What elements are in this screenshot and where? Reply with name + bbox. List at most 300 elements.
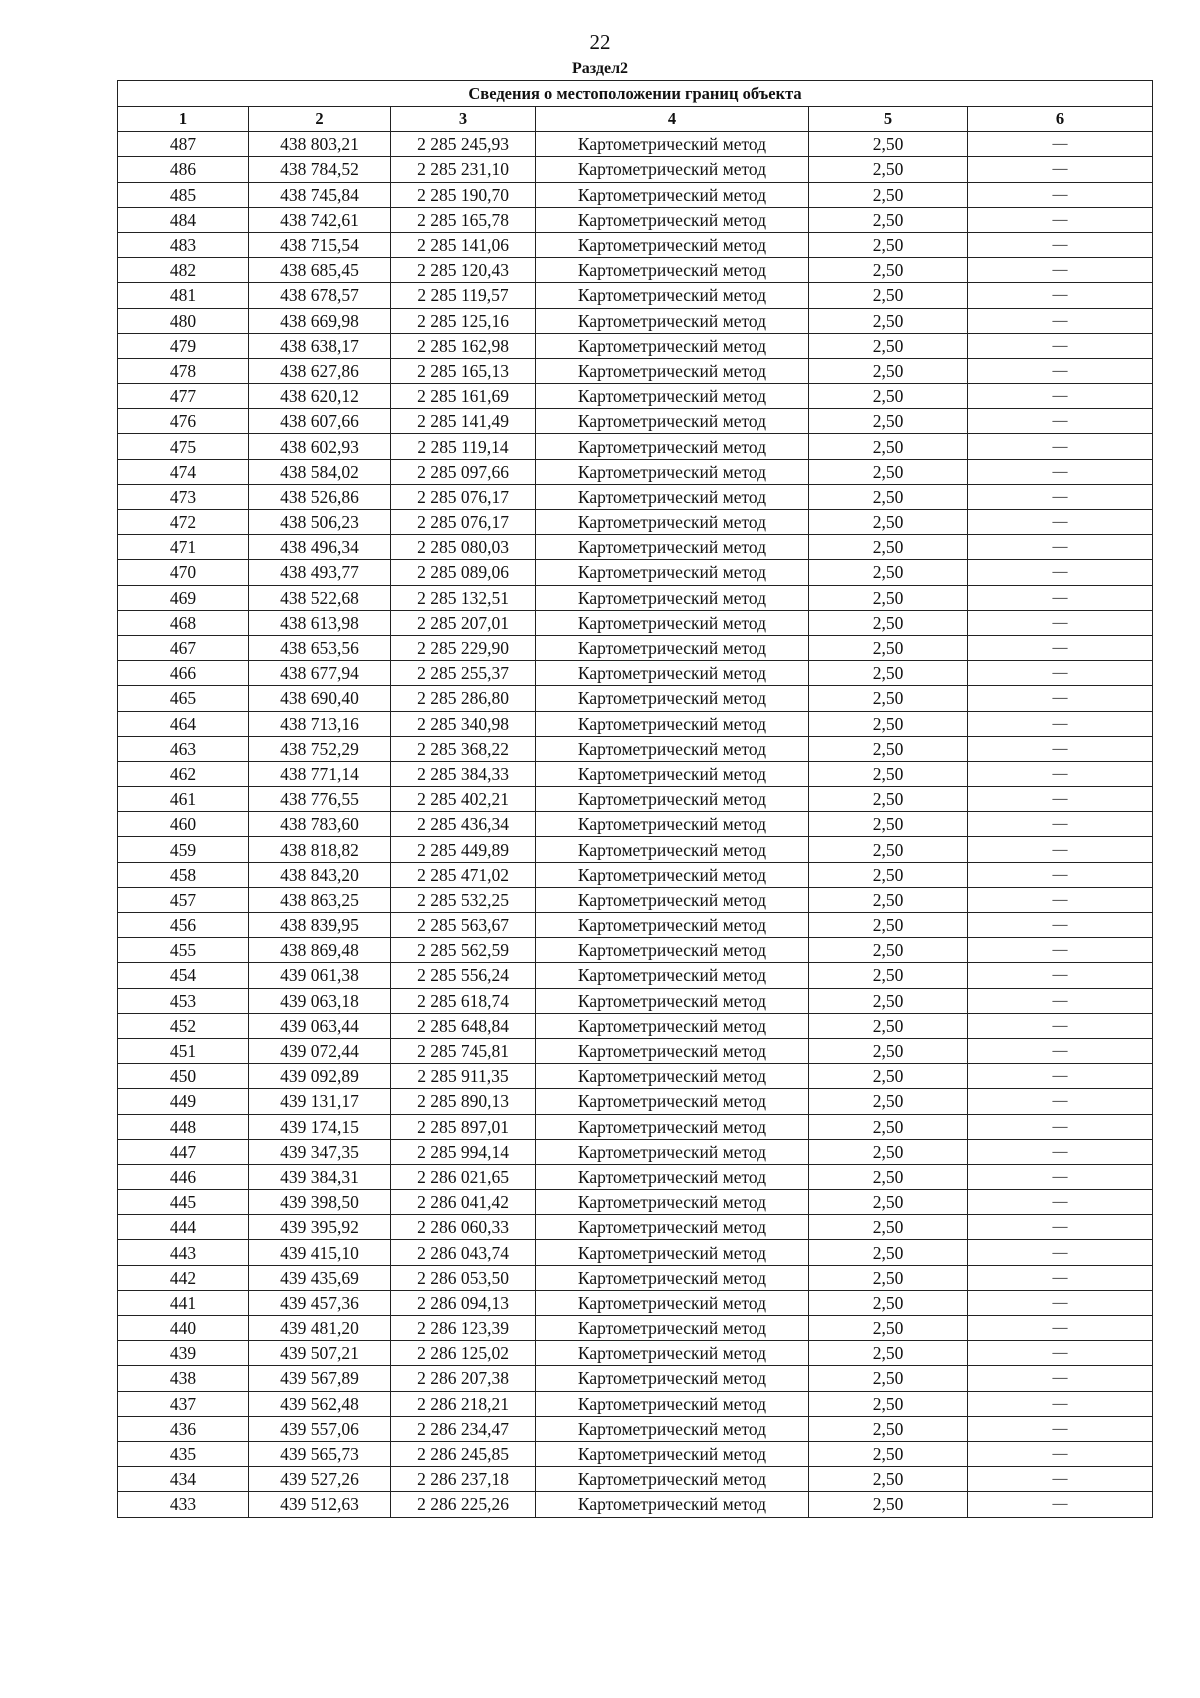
boundary-coordinates-table (117, 80, 1153, 1518)
description-cell: — (968, 610, 1153, 635)
table-row (118, 1164, 1153, 1189)
x-coordinate-cell: 439 557,06 (249, 1416, 391, 1441)
method-cell: Картометрический метод (536, 232, 809, 257)
y-coordinate-cell: 2 285 162,98 (391, 333, 536, 358)
method-cell: Картометрический метод (536, 1089, 809, 1114)
x-coordinate-cell: 438 526,86 (249, 484, 391, 509)
description-cell: — (968, 434, 1153, 459)
accuracy-cell: 2,50 (809, 157, 968, 182)
point-number-cell: 450 (118, 1064, 249, 1089)
y-coordinate-cell: 2 285 141,06 (391, 232, 536, 257)
accuracy-cell: 2,50 (809, 610, 968, 635)
y-coordinate-cell: 2 285 562,59 (391, 938, 536, 963)
table-row (118, 661, 1153, 686)
accuracy-cell: 2,50 (809, 333, 968, 358)
y-coordinate-cell: 2 285 340,98 (391, 711, 536, 736)
accuracy-cell: 2,50 (809, 913, 968, 938)
description-cell: — (968, 132, 1153, 157)
point-number-cell: 459 (118, 837, 249, 862)
x-coordinate-cell: 438 677,94 (249, 661, 391, 686)
table-row (118, 1215, 1153, 1240)
x-coordinate-cell: 439 481,20 (249, 1316, 391, 1341)
accuracy-cell: 2,50 (809, 1190, 968, 1215)
point-number-cell: 461 (118, 787, 249, 812)
accuracy-cell: 2,50 (809, 1240, 968, 1265)
point-number-cell: 449 (118, 1089, 249, 1114)
point-number-cell: 486 (118, 157, 249, 182)
y-coordinate-cell: 2 286 237,18 (391, 1467, 536, 1492)
x-coordinate-cell: 438 715,54 (249, 232, 391, 257)
point-number-cell: 478 (118, 358, 249, 383)
point-number-cell: 477 (118, 384, 249, 409)
x-coordinate-cell: 438 607,66 (249, 409, 391, 434)
table-row (118, 384, 1153, 409)
accuracy-cell: 2,50 (809, 510, 968, 535)
point-number-cell: 464 (118, 711, 249, 736)
description-cell: — (968, 1441, 1153, 1466)
description-cell: — (968, 258, 1153, 283)
table-row (118, 787, 1153, 812)
x-coordinate-cell: 438 742,61 (249, 207, 391, 232)
point-number-cell: 487 (118, 132, 249, 157)
accuracy-cell: 2,50 (809, 409, 968, 434)
description-cell: — (968, 1215, 1153, 1240)
y-coordinate-cell: 2 285 119,14 (391, 434, 536, 459)
point-number-cell: 479 (118, 333, 249, 358)
x-coordinate-cell: 438 771,14 (249, 761, 391, 786)
description-cell: — (968, 358, 1153, 383)
method-cell: Картометрический метод (536, 1391, 809, 1416)
accuracy-cell: 2,50 (809, 787, 968, 812)
y-coordinate-cell: 2 286 021,65 (391, 1164, 536, 1189)
method-cell: Картометрический метод (536, 761, 809, 786)
point-number-cell: 482 (118, 258, 249, 283)
y-coordinate-cell: 2 285 125,16 (391, 308, 536, 333)
point-number-cell: 457 (118, 887, 249, 912)
point-number-cell: 434 (118, 1467, 249, 1492)
method-cell: Картометрический метод (536, 333, 809, 358)
x-coordinate-cell: 438 506,23 (249, 510, 391, 535)
y-coordinate-cell: 2 285 076,17 (391, 484, 536, 509)
x-coordinate-cell: 439 562,48 (249, 1391, 391, 1416)
accuracy-cell: 2,50 (809, 560, 968, 585)
table-row (118, 1492, 1153, 1517)
y-coordinate-cell: 2 285 449,89 (391, 837, 536, 862)
description-cell: — (968, 585, 1153, 610)
y-coordinate-cell: 2 285 245,93 (391, 132, 536, 157)
description-cell: — (968, 283, 1153, 308)
accuracy-cell: 2,50 (809, 686, 968, 711)
accuracy-cell: 2,50 (809, 837, 968, 862)
x-coordinate-cell: 439 565,73 (249, 1441, 391, 1466)
accuracy-cell: 2,50 (809, 736, 968, 761)
table-row (118, 358, 1153, 383)
method-cell: Картометрический метод (536, 1139, 809, 1164)
table-caption: Сведения о местоположении границ объекта (118, 81, 1153, 107)
x-coordinate-cell: 438 613,98 (249, 610, 391, 635)
y-coordinate-cell: 2 285 890,13 (391, 1089, 536, 1114)
x-coordinate-cell: 439 415,10 (249, 1240, 391, 1265)
point-number-cell: 468 (118, 610, 249, 635)
description-cell: — (968, 1341, 1153, 1366)
method-cell: Картометрический метод (536, 988, 809, 1013)
x-coordinate-cell: 438 685,45 (249, 258, 391, 283)
x-coordinate-cell: 439 384,31 (249, 1164, 391, 1189)
y-coordinate-cell: 2 286 125,02 (391, 1341, 536, 1366)
x-coordinate-cell: 439 347,35 (249, 1139, 391, 1164)
y-coordinate-cell: 2 285 745,81 (391, 1038, 536, 1063)
point-number-cell: 475 (118, 434, 249, 459)
description-cell: — (968, 232, 1153, 257)
x-coordinate-cell: 438 839,95 (249, 913, 391, 938)
description-cell: — (968, 635, 1153, 660)
table-row (118, 1139, 1153, 1164)
description-cell: — (968, 560, 1153, 585)
y-coordinate-cell: 2 286 245,85 (391, 1441, 536, 1466)
x-coordinate-cell: 438 584,02 (249, 459, 391, 484)
table-row (118, 1416, 1153, 1441)
description-cell: — (968, 837, 1153, 862)
x-coordinate-cell: 439 174,15 (249, 1114, 391, 1139)
point-number-cell: 466 (118, 661, 249, 686)
table-row (118, 484, 1153, 509)
method-cell: Картометрический метод (536, 887, 809, 912)
table-row (118, 535, 1153, 560)
x-coordinate-cell: 438 620,12 (249, 384, 391, 409)
y-coordinate-cell: 2 285 165,13 (391, 358, 536, 383)
column-header-5: 5 (809, 107, 968, 132)
point-number-cell: 481 (118, 283, 249, 308)
point-number-cell: 463 (118, 736, 249, 761)
point-number-cell: 446 (118, 1164, 249, 1189)
method-cell: Картометрический метод (536, 182, 809, 207)
method-cell: Картометрический метод (536, 1316, 809, 1341)
accuracy-cell: 2,50 (809, 1064, 968, 1089)
table-row (118, 711, 1153, 736)
point-number-cell: 435 (118, 1441, 249, 1466)
description-cell: — (968, 182, 1153, 207)
method-cell: Картометрический метод (536, 585, 809, 610)
x-coordinate-cell: 439 063,44 (249, 1013, 391, 1038)
method-cell: Картометрический метод (536, 787, 809, 812)
description-cell: — (968, 207, 1153, 232)
accuracy-cell: 2,50 (809, 1038, 968, 1063)
method-cell: Картометрический метод (536, 384, 809, 409)
x-coordinate-cell: 439 512,63 (249, 1492, 391, 1517)
accuracy-cell: 2,50 (809, 1265, 968, 1290)
accuracy-cell: 2,50 (809, 358, 968, 383)
accuracy-cell: 2,50 (809, 988, 968, 1013)
y-coordinate-cell: 2 285 080,03 (391, 535, 536, 560)
point-number-cell: 454 (118, 963, 249, 988)
table-body (118, 132, 1153, 1517)
point-number-cell: 440 (118, 1316, 249, 1341)
accuracy-cell: 2,50 (809, 1316, 968, 1341)
accuracy-cell: 2,50 (809, 232, 968, 257)
accuracy-cell: 2,50 (809, 459, 968, 484)
x-coordinate-cell: 438 863,25 (249, 887, 391, 912)
method-cell: Картометрический метод (536, 711, 809, 736)
x-coordinate-cell: 438 669,98 (249, 308, 391, 333)
accuracy-cell: 2,50 (809, 711, 968, 736)
description-cell: — (968, 1467, 1153, 1492)
table-row (118, 862, 1153, 887)
method-cell: Картометрический метод (536, 459, 809, 484)
table-row (118, 736, 1153, 761)
accuracy-cell: 2,50 (809, 585, 968, 610)
accuracy-cell: 2,50 (809, 1013, 968, 1038)
y-coordinate-cell: 2 285 119,57 (391, 283, 536, 308)
point-number-cell: 445 (118, 1190, 249, 1215)
y-coordinate-cell: 2 285 120,43 (391, 258, 536, 283)
y-coordinate-cell: 2 285 286,80 (391, 686, 536, 711)
point-number-cell: 453 (118, 988, 249, 1013)
accuracy-cell: 2,50 (809, 938, 968, 963)
method-cell: Картометрический метод (536, 812, 809, 837)
description-cell: — (968, 1290, 1153, 1315)
accuracy-cell: 2,50 (809, 1441, 968, 1466)
x-coordinate-cell: 439 435,69 (249, 1265, 391, 1290)
x-coordinate-cell: 439 063,18 (249, 988, 391, 1013)
x-coordinate-cell: 438 745,84 (249, 182, 391, 207)
x-coordinate-cell: 439 131,17 (249, 1089, 391, 1114)
description-cell: — (968, 1316, 1153, 1341)
accuracy-cell: 2,50 (809, 1139, 968, 1164)
description-cell: — (968, 1240, 1153, 1265)
y-coordinate-cell: 2 286 123,39 (391, 1316, 536, 1341)
accuracy-cell: 2,50 (809, 1416, 968, 1441)
description-cell: — (968, 711, 1153, 736)
method-cell: Картометрический метод (536, 661, 809, 686)
x-coordinate-cell: 438 869,48 (249, 938, 391, 963)
x-coordinate-cell: 439 395,92 (249, 1215, 391, 1240)
x-coordinate-cell: 438 638,17 (249, 333, 391, 358)
accuracy-cell: 2,50 (809, 1290, 968, 1315)
accuracy-cell: 2,50 (809, 182, 968, 207)
table-row (118, 963, 1153, 988)
accuracy-cell: 2,50 (809, 1114, 968, 1139)
description-cell: — (968, 913, 1153, 938)
method-cell: Картометрический метод (536, 1190, 809, 1215)
column-header-4: 4 (536, 107, 809, 132)
accuracy-cell: 2,50 (809, 1164, 968, 1189)
table-row (118, 1290, 1153, 1315)
x-coordinate-cell: 438 818,82 (249, 837, 391, 862)
section-title: Раздел2 (571, 60, 629, 77)
table-row (118, 333, 1153, 358)
y-coordinate-cell: 2 285 255,37 (391, 661, 536, 686)
table-row (118, 1240, 1153, 1265)
x-coordinate-cell: 438 493,77 (249, 560, 391, 585)
point-number-cell: 469 (118, 585, 249, 610)
accuracy-cell: 2,50 (809, 258, 968, 283)
table-row (118, 610, 1153, 635)
point-number-cell: 467 (118, 635, 249, 660)
y-coordinate-cell: 2 285 207,01 (391, 610, 536, 635)
description-cell: — (968, 1114, 1153, 1139)
method-cell: Картометрический метод (536, 535, 809, 560)
description-cell: — (968, 887, 1153, 912)
description-cell: — (968, 938, 1153, 963)
description-cell: — (968, 1038, 1153, 1063)
method-cell: Картометрический метод (536, 358, 809, 383)
y-coordinate-cell: 2 285 532,25 (391, 887, 536, 912)
description-cell: — (968, 157, 1153, 182)
description-cell: — (968, 1013, 1153, 1038)
description-cell: — (968, 384, 1153, 409)
method-cell: Картометрический метод (536, 1290, 809, 1315)
point-number-cell: 447 (118, 1139, 249, 1164)
column-header-1: 1 (118, 107, 249, 132)
method-cell: Картометрический метод (536, 862, 809, 887)
table-row (118, 459, 1153, 484)
x-coordinate-cell: 439 567,89 (249, 1366, 391, 1391)
y-coordinate-cell: 2 285 368,22 (391, 736, 536, 761)
description-cell: — (968, 1089, 1153, 1114)
y-coordinate-cell: 2 285 471,02 (391, 862, 536, 887)
description-cell: — (968, 661, 1153, 686)
y-coordinate-cell: 2 285 994,14 (391, 1139, 536, 1164)
table-row (118, 837, 1153, 862)
table-row (118, 258, 1153, 283)
table-row (118, 132, 1153, 157)
y-coordinate-cell: 2 285 089,06 (391, 560, 536, 585)
table-row (118, 761, 1153, 786)
page-number: 22 (589, 30, 611, 54)
y-coordinate-cell: 2 285 165,78 (391, 207, 536, 232)
accuracy-cell: 2,50 (809, 535, 968, 560)
method-cell: Картометрический метод (536, 610, 809, 635)
method-cell: Картометрический метод (536, 1341, 809, 1366)
method-cell: Картометрический метод (536, 635, 809, 660)
method-cell: Картометрический метод (536, 484, 809, 509)
point-number-cell: 473 (118, 484, 249, 509)
point-number-cell: 452 (118, 1013, 249, 1038)
table-row (118, 938, 1153, 963)
table-row (118, 1038, 1153, 1063)
accuracy-cell: 2,50 (809, 434, 968, 459)
point-number-cell: 476 (118, 409, 249, 434)
description-cell: — (968, 459, 1153, 484)
accuracy-cell: 2,50 (809, 308, 968, 333)
description-cell: — (968, 761, 1153, 786)
y-coordinate-cell: 2 286 060,33 (391, 1215, 536, 1240)
table-row (118, 308, 1153, 333)
point-number-cell: 439 (118, 1341, 249, 1366)
point-number-cell: 437 (118, 1391, 249, 1416)
description-cell: — (968, 409, 1153, 434)
table-row (118, 635, 1153, 660)
y-coordinate-cell: 2 286 041,42 (391, 1190, 536, 1215)
table-row (118, 510, 1153, 535)
accuracy-cell: 2,50 (809, 1467, 968, 1492)
y-coordinate-cell: 2 285 076,17 (391, 510, 536, 535)
table-row (118, 283, 1153, 308)
x-coordinate-cell: 439 092,89 (249, 1064, 391, 1089)
x-coordinate-cell: 438 783,60 (249, 812, 391, 837)
accuracy-cell: 2,50 (809, 1391, 968, 1416)
y-coordinate-cell: 2 286 225,26 (391, 1492, 536, 1517)
accuracy-cell: 2,50 (809, 812, 968, 837)
method-cell: Картометрический метод (536, 207, 809, 232)
point-number-cell: 433 (118, 1492, 249, 1517)
column-header-3: 3 (391, 107, 536, 132)
point-number-cell: 483 (118, 232, 249, 257)
method-cell: Картометрический метод (536, 938, 809, 963)
description-cell: — (968, 1265, 1153, 1290)
description-cell: — (968, 736, 1153, 761)
x-coordinate-cell: 438 776,55 (249, 787, 391, 812)
accuracy-cell: 2,50 (809, 862, 968, 887)
table-row (118, 157, 1153, 182)
x-coordinate-cell: 439 457,36 (249, 1290, 391, 1315)
method-cell: Картометрический метод (536, 1366, 809, 1391)
y-coordinate-cell: 2 285 190,70 (391, 182, 536, 207)
description-cell: — (968, 812, 1153, 837)
y-coordinate-cell: 2 285 231,10 (391, 157, 536, 182)
description-cell: — (968, 963, 1153, 988)
description-cell: — (968, 988, 1153, 1013)
x-coordinate-cell: 438 784,52 (249, 157, 391, 182)
point-number-cell: 460 (118, 812, 249, 837)
point-number-cell: 484 (118, 207, 249, 232)
point-number-cell: 455 (118, 938, 249, 963)
x-coordinate-cell: 438 690,40 (249, 686, 391, 711)
x-coordinate-cell: 439 527,26 (249, 1467, 391, 1492)
accuracy-cell: 2,50 (809, 283, 968, 308)
table-row (118, 585, 1153, 610)
point-number-cell: 474 (118, 459, 249, 484)
x-coordinate-cell: 438 803,21 (249, 132, 391, 157)
accuracy-cell: 2,50 (809, 1366, 968, 1391)
description-cell: — (968, 1492, 1153, 1517)
point-number-cell: 471 (118, 535, 249, 560)
y-coordinate-cell: 2 286 043,74 (391, 1240, 536, 1265)
y-coordinate-cell: 2 285 911,35 (391, 1064, 536, 1089)
accuracy-cell: 2,50 (809, 484, 968, 509)
method-cell: Картометрический метод (536, 510, 809, 535)
table-row (118, 1064, 1153, 1089)
accuracy-cell: 2,50 (809, 132, 968, 157)
y-coordinate-cell: 2 286 053,50 (391, 1265, 536, 1290)
table-row (118, 1265, 1153, 1290)
y-coordinate-cell: 2 285 897,01 (391, 1114, 536, 1139)
table-row (118, 434, 1153, 459)
description-cell: — (968, 1190, 1153, 1215)
table-row (118, 1366, 1153, 1391)
y-coordinate-cell: 2 286 207,38 (391, 1366, 536, 1391)
table-row (118, 1341, 1153, 1366)
x-coordinate-cell: 438 713,16 (249, 711, 391, 736)
accuracy-cell: 2,50 (809, 761, 968, 786)
y-coordinate-cell: 2 285 229,90 (391, 635, 536, 660)
method-cell: Картометрический метод (536, 1467, 809, 1492)
y-coordinate-cell: 2 285 132,51 (391, 585, 536, 610)
column-number-row (118, 107, 1153, 132)
accuracy-cell: 2,50 (809, 887, 968, 912)
table-row (118, 232, 1153, 257)
description-cell: — (968, 1164, 1153, 1189)
table-row (118, 182, 1153, 207)
accuracy-cell: 2,50 (809, 1089, 968, 1114)
y-coordinate-cell: 2 285 402,21 (391, 787, 536, 812)
point-number-cell: 436 (118, 1416, 249, 1441)
y-coordinate-cell: 2 285 618,74 (391, 988, 536, 1013)
method-cell: Картометрический метод (536, 1492, 809, 1517)
method-cell: Картометрический метод (536, 736, 809, 761)
method-cell: Картометрический метод (536, 686, 809, 711)
table-row (118, 409, 1153, 434)
